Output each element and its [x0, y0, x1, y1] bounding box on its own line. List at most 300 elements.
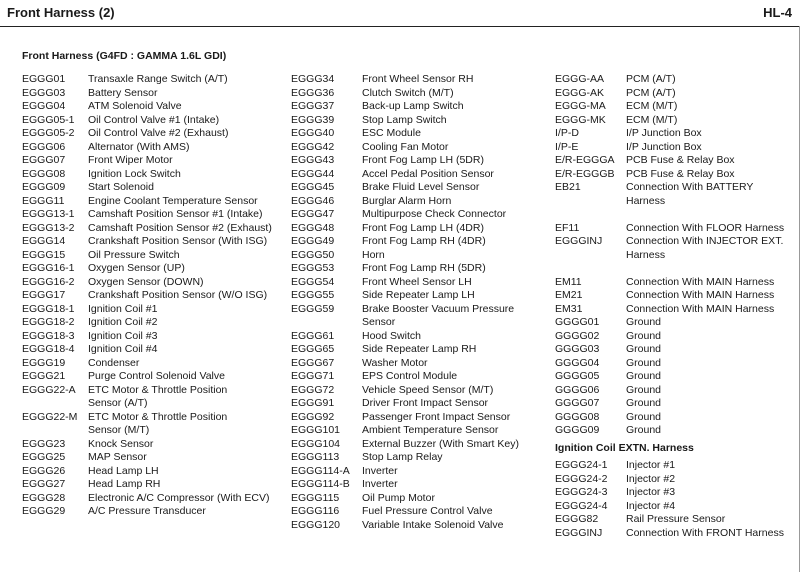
connector-description [88, 330, 157, 344]
connector-description-text: Crankshaft Position Sensor (W/O ISG) [88, 289, 268, 301]
connector-description-text: Passenger Front Impact Sensor [362, 410, 511, 423]
connector-description-text: Head Lamp LH [88, 464, 159, 477]
connector-description [88, 208, 263, 222]
connector-row [291, 424, 519, 438]
connector-code: EGGG116 [291, 505, 340, 517]
connector-description [362, 465, 398, 479]
connector-description-text: PCB Fuse & Relay Box [626, 167, 735, 180]
connector-description [88, 195, 258, 209]
connector-row [22, 235, 272, 249]
connector-row [555, 411, 784, 425]
connector-code: EGGG05-2 [22, 127, 75, 139]
connector-description-text: Ground [626, 316, 662, 328]
connector-code: EGGG115 [291, 491, 340, 504]
connector-row [291, 519, 519, 533]
connector-code: EGGG09 [22, 181, 66, 193]
connector-description-text: Side Repeater Lamp LH [362, 289, 475, 301]
connector-row [22, 168, 272, 182]
connector-code: GGGG01 [555, 316, 600, 328]
connector-code: EGGG91 [291, 397, 335, 409]
connector-description-text: Oil Pressure Switch [88, 248, 180, 261]
connector-row [555, 397, 784, 411]
connector-code: EGGG114-A [291, 464, 350, 477]
connector-description-text: Ground [626, 397, 662, 409]
connector-description [626, 87, 676, 101]
connector-description-text: Front Wheel Sensor RH [362, 73, 474, 85]
connector-description-text: Connection With FRONT Harness [626, 526, 784, 539]
connector-row [22, 343, 272, 357]
connector-description [362, 73, 473, 87]
connector-code: EGGG24-4 [555, 499, 608, 512]
connector-description-text: Front Fog Lamp LH (4DR) [362, 221, 484, 234]
connector-description [626, 73, 676, 87]
connector-code: I/P-D [555, 127, 579, 139]
connector-description [626, 100, 677, 114]
page-header [0, 0, 800, 27]
connector-description-text: Ground [626, 356, 662, 369]
connector-description [88, 465, 159, 479]
connector-row [555, 316, 784, 330]
connector-row [22, 411, 272, 438]
connector-code: EGGG61 [291, 329, 335, 342]
connector-description-continued: Sensor (A/T) [88, 397, 148, 409]
connector-row [22, 141, 272, 155]
connector-description-text: Front Fog Lamp RH (4DR) [362, 235, 486, 247]
connector-description [362, 276, 472, 290]
connector-code: GGGG08 [555, 410, 600, 423]
connector-description-text: Brake Booster Vacuum Pressure [362, 302, 515, 315]
connector-description [362, 492, 435, 506]
connector-description [88, 451, 147, 465]
connector-description-text: PCB Fuse & Relay Box [626, 154, 735, 166]
connector-code: E/R-EGGGB [555, 167, 615, 180]
connector-column-1 [22, 73, 272, 519]
connector-row [555, 330, 784, 344]
connector-description-text: Multipurpose Check Connector [362, 208, 507, 220]
connector-code: EGGG25 [22, 451, 66, 463]
connector-description [362, 87, 454, 101]
connector-code: EGGG42 [291, 140, 335, 153]
connector-description [88, 316, 157, 330]
connector-row [291, 370, 519, 384]
connector-code: E/R-EGGGA [555, 154, 615, 166]
connector-description-text: Driver Front Impact Sensor [362, 397, 489, 409]
connector-description [626, 473, 675, 487]
connector-description [626, 154, 735, 168]
connector-row [22, 100, 272, 114]
connector-description [626, 459, 675, 473]
connector-code: EGGG26 [22, 464, 66, 477]
connector-code: EGGG34 [291, 73, 335, 85]
connector-code: EGGG-AA [555, 73, 605, 85]
connector-description-text: Injector #4 [626, 499, 676, 512]
connector-description-text: Accel Pedal Position Sensor [362, 167, 494, 180]
connector-row [22, 127, 272, 141]
connector-row [555, 114, 784, 128]
connector-row [22, 370, 272, 384]
connector-row [555, 127, 784, 141]
connector-row [291, 492, 519, 506]
connector-description [88, 127, 228, 141]
connector-row [291, 195, 519, 209]
connector-code: EGGG54 [291, 275, 335, 288]
connector-description [626, 527, 784, 541]
connector-description [362, 303, 514, 330]
connector-row [555, 303, 784, 317]
connector-code: EGGG67 [291, 356, 335, 369]
connector-row [555, 73, 784, 87]
connector-description-continued: Sensor (M/T) [88, 424, 150, 436]
connector-description [88, 168, 181, 182]
connector-row [291, 289, 519, 303]
connector-row [291, 73, 519, 87]
connector-code: EGGG45 [291, 181, 335, 193]
connector-code: EGGG27 [22, 478, 66, 490]
connector-row [22, 330, 272, 344]
connector-description [626, 513, 725, 527]
connector-description-text: Ground [626, 383, 662, 396]
connector-description [88, 100, 182, 114]
connector-row [22, 505, 272, 519]
connector-code: EGGG39 [291, 113, 335, 126]
connector-code: GGGG02 [555, 329, 600, 342]
connector-description [88, 438, 153, 452]
connector-code: EGGG11 [22, 194, 65, 207]
connector-description [88, 343, 157, 357]
connector-row [291, 303, 519, 330]
connector-description-text: Ground [626, 343, 662, 355]
connector-code: EGGG44 [291, 167, 335, 180]
connector-description-text: Connection With BATTERY [626, 181, 754, 193]
connector-description [626, 357, 661, 371]
connector-description [362, 505, 493, 519]
connector-description [362, 519, 503, 533]
connector-description [362, 438, 519, 452]
connector-row [291, 505, 519, 519]
connector-code: EGGG03 [22, 86, 66, 99]
connector-code: EGGG13-2 [22, 221, 75, 234]
connector-description-text: ETC Motor & Throttle Position [88, 410, 228, 423]
connector-code: EGGG16-2 [22, 275, 75, 288]
connector-code: I/P-E [555, 140, 579, 153]
connector-row [555, 141, 784, 155]
connector-description [626, 181, 753, 208]
connector-code: EGGG07 [22, 154, 66, 166]
connector-row [555, 370, 784, 384]
connector-description [626, 500, 675, 514]
connector-code: EGGG16-1 [22, 262, 75, 274]
connector-description-text: Hood Switch [362, 329, 421, 342]
connector-code: EGGG-MK [555, 113, 606, 126]
connector-code: EGGG23 [22, 437, 66, 450]
connector-description [88, 141, 190, 155]
connector-description-text: I/P Junction Box [626, 140, 702, 153]
connector-description [362, 262, 486, 276]
connector-code: EGGG47 [291, 208, 335, 220]
connector-description-text: Engine Coolant Temperature Sensor [88, 194, 258, 207]
connector-row [291, 87, 519, 101]
connector-description [362, 370, 457, 384]
connector-code: GGGG03 [555, 343, 600, 355]
connector-row [555, 276, 784, 290]
connector-description-text: Stop Lamp Switch [362, 113, 447, 126]
connector-code: EGGG55 [291, 289, 335, 301]
connector-description-text: Start Solenoid [88, 181, 154, 193]
list-spacer [555, 208, 784, 222]
connector-code: EGGG-MA [555, 100, 606, 112]
connector-code: EGGG17 [22, 289, 66, 301]
connector-description-text: Ignition Lock Switch [88, 167, 181, 180]
connector-row [22, 384, 272, 411]
connector-row [555, 500, 784, 514]
connector-description-text: Battery Sensor [88, 86, 158, 99]
connector-description [88, 289, 267, 303]
connector-description-text: ECM (M/T) [626, 100, 678, 112]
connector-row [555, 87, 784, 101]
connector-code: EGGG50 [291, 248, 335, 261]
connector-code: EGGG04 [22, 100, 66, 112]
connector-description-text: Injector #2 [626, 472, 676, 485]
connector-row [291, 249, 519, 263]
connector-row [22, 451, 272, 465]
connector-description-text: Clutch Switch (M/T) [362, 86, 454, 99]
connector-description-text: Inverter [362, 464, 398, 477]
connector-description-text: Condenser [88, 356, 140, 369]
connector-description [626, 289, 774, 303]
connector-description [88, 222, 272, 236]
connector-description-text: Ambient Temperature Sensor [362, 424, 499, 436]
connector-description [626, 397, 661, 411]
connector-description [626, 141, 702, 155]
connector-code: EGGG01 [22, 73, 66, 85]
connector-description-text: Vehicle Speed Sensor (M/T) [362, 383, 494, 396]
connector-row [22, 316, 272, 330]
connector-description [362, 478, 398, 492]
connector-row [291, 451, 519, 465]
connector-description [362, 208, 506, 222]
connector-description [626, 424, 661, 438]
connector-row [555, 235, 784, 262]
connector-row [555, 289, 784, 303]
connector-description-text: Brake Fluid Level Sensor [362, 181, 480, 193]
connector-row [555, 222, 784, 236]
connector-description-text: Purge Control Solenoid Valve [88, 370, 225, 382]
connector-description-text: Front Fog Lamp RH (5DR) [362, 262, 486, 274]
connector-description-text: Transaxle Range Switch (A/T) [88, 73, 228, 85]
connector-description [88, 303, 157, 317]
connector-description-continued: Harness [626, 248, 666, 261]
connector-description-text: Oxygen Sensor (UP) [88, 262, 185, 274]
connector-description-text: Oxygen Sensor (DOWN) [88, 275, 204, 288]
connector-description [88, 411, 227, 438]
connector-description-text: Camshaft Position Sensor #1 (Intake) [88, 208, 263, 220]
connector-code: EGGG72 [291, 383, 335, 396]
connector-row [555, 100, 784, 114]
connector-row [22, 195, 272, 209]
connector-row [291, 411, 519, 425]
connector-code: EGGG-AK [555, 86, 605, 99]
connector-description [626, 316, 661, 330]
connector-row [555, 473, 784, 487]
connector-row [22, 492, 272, 506]
connector-description [362, 222, 484, 236]
connector-row [22, 262, 272, 276]
connector-description [362, 411, 510, 425]
connector-row [291, 343, 519, 357]
connector-description-text: Connection With FLOOR Harness [626, 221, 785, 234]
connector-row [22, 276, 272, 290]
connector-description-text: Ground [626, 370, 662, 382]
connector-description [626, 343, 661, 357]
connector-code: GGGG09 [555, 424, 600, 436]
connector-description [626, 114, 677, 128]
connector-description-text: Stop Lamp Relay [362, 451, 443, 463]
connector-code: EM31 [555, 302, 583, 315]
connector-description-text: Injector #3 [626, 486, 676, 498]
connector-description [362, 181, 479, 195]
section-title-front-harness: Front Harness (G4FD : GAMMA 1.6L GDI) [22, 50, 227, 62]
connector-code: EGGG59 [291, 302, 335, 315]
connector-row [22, 114, 272, 128]
connector-row [291, 181, 519, 195]
connector-description-text: Electronic A/C Compressor (With ECV) [88, 491, 270, 504]
connector-code: EM21 [555, 289, 583, 301]
connector-description [88, 370, 225, 384]
connector-row [291, 127, 519, 141]
connector-description [88, 505, 206, 519]
connector-row [291, 330, 519, 344]
connector-row [22, 154, 272, 168]
connector-code: EGGG19 [22, 356, 66, 369]
connector-description-text: Oil Control Valve #2 (Exhaust) [88, 127, 229, 139]
connector-description-text: Oil Pump Motor [362, 491, 435, 504]
connector-description-text: ATM Solenoid Valve [88, 100, 182, 112]
connector-description [88, 73, 228, 87]
connector-row [291, 114, 519, 128]
connector-description-text: Side Repeater Lamp RH [362, 343, 477, 355]
connector-description [626, 330, 661, 344]
connector-description [626, 235, 783, 262]
connector-code: EGGG113 [291, 451, 340, 463]
connector-code: EGGG92 [291, 410, 335, 423]
connector-description-text: Horn [362, 248, 385, 261]
connector-row [291, 384, 519, 398]
connector-code: EGGG28 [22, 491, 66, 504]
connector-description-text: EPS Control Module [362, 370, 458, 382]
connector-code: EGGG43 [291, 154, 335, 166]
connector-code: EGGG24-1 [555, 459, 608, 471]
connector-code: EGGG14 [22, 235, 66, 247]
connector-description [626, 222, 784, 236]
connector-code: EGGG114-B [291, 478, 350, 490]
connector-description [362, 384, 493, 398]
connector-description [88, 276, 204, 290]
connector-row [291, 397, 519, 411]
connector-row [22, 303, 272, 317]
connector-code: EGGG71 [291, 370, 335, 382]
connector-description [362, 195, 451, 209]
connector-row [291, 235, 519, 249]
connector-description [362, 249, 385, 263]
connector-row [555, 513, 784, 527]
connector-description [362, 397, 488, 411]
connector-code: GGGG06 [555, 383, 600, 396]
connector-description [626, 168, 735, 182]
connector-description-text: A/C Pressure Transducer [88, 505, 206, 517]
connector-description [88, 114, 219, 128]
connector-row [291, 357, 519, 371]
connector-description-text: Ignition Coil #4 [88, 343, 158, 355]
connector-description-text: Washer Motor [362, 356, 428, 369]
connector-row [555, 181, 784, 208]
connector-code: EGGG37 [291, 100, 335, 112]
connector-description-text: Crankshaft Position Sensor (With ISG) [88, 235, 268, 247]
connector-description [626, 384, 661, 398]
connector-row [22, 357, 272, 371]
connector-description-text: Connection With MAIN Harness [626, 275, 775, 288]
connector-description [362, 127, 421, 141]
connector-description [88, 357, 139, 371]
connector-code: EGGG15 [22, 248, 66, 261]
connector-description-text: Ground [626, 410, 662, 423]
connector-code: EGGG05-1 [22, 113, 75, 126]
connector-code: EGGG65 [291, 343, 335, 355]
connector-code: EGGG48 [291, 221, 335, 234]
connector-description [626, 411, 661, 425]
connector-row [555, 424, 784, 438]
connector-description-text: Burglar Alarm Horn [362, 194, 452, 207]
connector-code: EGGG29 [22, 505, 66, 517]
connector-description-text: PCM (A/T) [626, 73, 676, 85]
connector-description-text: Camshaft Position Sensor #2 (Exhaust) [88, 221, 272, 234]
connector-description-text: Variable Intake Solenoid Valve [362, 518, 504, 531]
connector-description-text: Ignition Coil #1 [88, 302, 158, 315]
connector-row [22, 438, 272, 452]
connector-description-text: Ground [626, 424, 662, 436]
connector-description [626, 127, 702, 141]
connector-code: EGGG24-2 [555, 472, 608, 485]
connector-description [362, 424, 498, 438]
connector-row [291, 208, 519, 222]
connector-row [291, 438, 519, 452]
connector-row [291, 276, 519, 290]
connector-row [555, 343, 784, 357]
connector-description-text: Inverter [362, 478, 398, 490]
connector-description-text: ETC Motor & Throttle Position [88, 383, 228, 396]
connector-code: EGGG36 [291, 86, 335, 99]
connector-description [362, 100, 464, 114]
connector-code: EGGG06 [22, 140, 66, 153]
connector-row [22, 249, 272, 263]
connector-row [291, 465, 519, 479]
connector-code: EGGG22-A [22, 383, 76, 396]
connector-code: EGGG82 [555, 513, 599, 525]
connector-description [362, 114, 447, 128]
connector-description-text: Knock Sensor [88, 437, 154, 450]
connector-row [22, 465, 272, 479]
connector-row [291, 222, 519, 236]
connector-description-text: Ground [626, 329, 662, 342]
connector-code: EB21 [555, 181, 581, 193]
connector-description-text: Alternator (With AMS) [88, 140, 190, 153]
connector-code: EGGG49 [291, 235, 335, 247]
connector-description-text: Front Wheel Sensor LH [362, 275, 472, 288]
connector-code: EGGG22-M [22, 410, 78, 423]
connector-description-text: Cooling Fan Motor [362, 140, 449, 153]
connector-row [22, 222, 272, 236]
connector-description-text: Rail Pressure Sensor [626, 513, 726, 525]
connector-code: GGGG04 [555, 356, 600, 369]
